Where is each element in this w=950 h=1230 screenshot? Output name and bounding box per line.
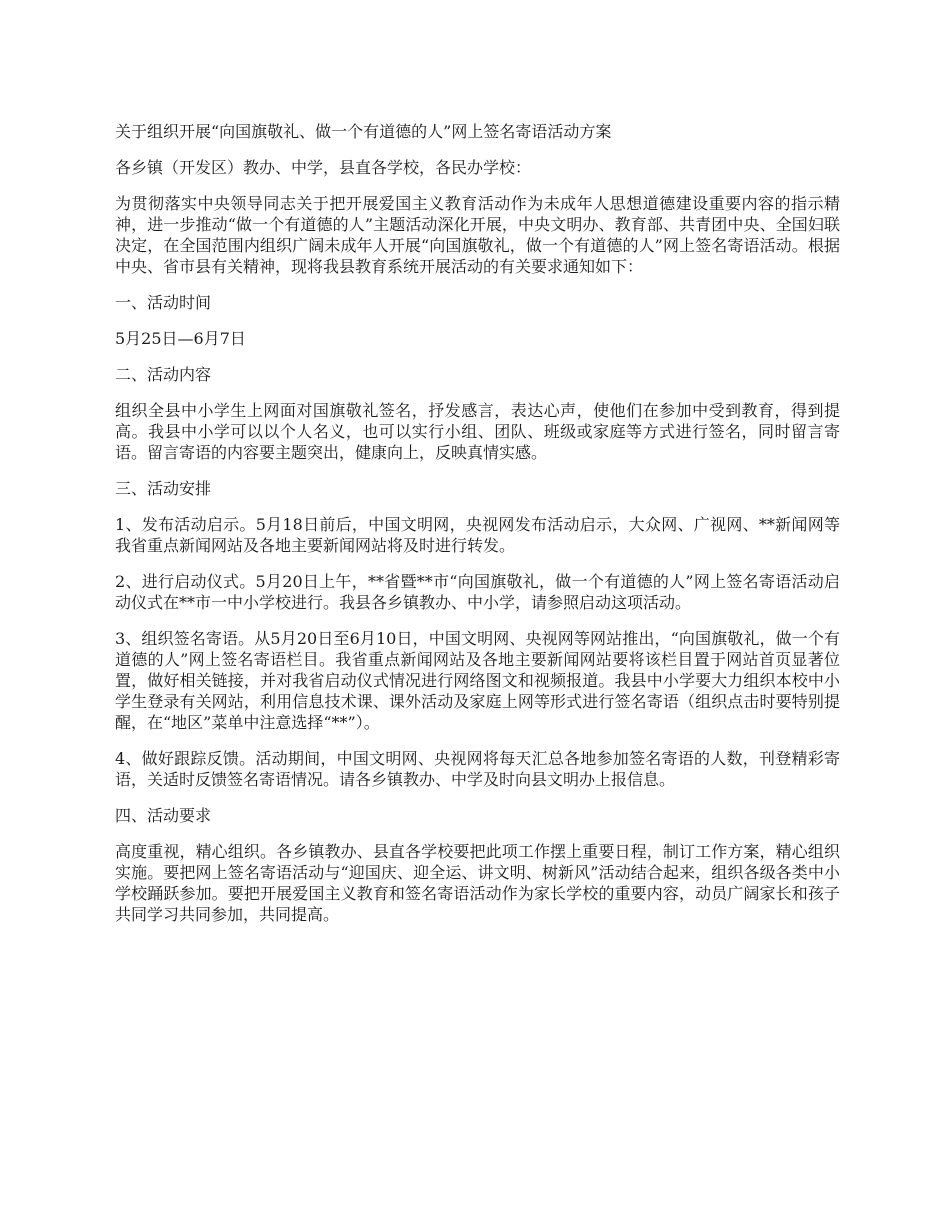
section-body-content: 组织全县中小学生上网面对国旗敬礼签名，抒发感言，表达心声，使他们在参加中受到教育，得到提高。我县中小学可以以个人名义，也可以实行小组、团队、班级或家庭等方式进行签名，同时留言寄语。留言寄语的内容要主题突出，健康向上，反映真情实感。 bbox=[115, 401, 840, 462]
section-heading-requirements: 四、活动要求 bbox=[115, 806, 212, 825]
document-title: 关于组织开展“向国旗敬礼、做一个有道德的人”网上签名寄语活动方案 bbox=[115, 122, 612, 141]
intro-paragraph: 为贯彻落实中央领导同志关于把开展爱国主义教育活动作为未成年人思想道德建设重要内容的指示精神，进一步推动“做一个有道德的人”主题活动深化开展，中央文明办、教育部、共青团中央、全国妇联决定，在全国范围内组织广阔未成年人开展“向国旗敬礼，做一个有道德的人”网上签名寄语活动。根据中央、省市县有关精神，现将我县教育系统开展活动的有关要求通知如下： bbox=[115, 194, 840, 276]
arrangement-item-1: 1、发布活动启示。5月18日前后，中国文明网，央视网发布活动启示，大众网、广视网、**新闻网等我省重点新闻网站及各地主要新闻网站将及时进行转发。 bbox=[115, 515, 840, 555]
arrangement-item-2: 2、进行启动仪式。5月20日上午，**省暨**市“向国旗敬礼，做一个有道德的人”网上签名寄语活动启动仪式在**市一中小学校进行。我县各乡镇教办、中小学，请参照启动这项活动。 bbox=[115, 572, 840, 612]
section-heading-arrangement: 三、活动安排 bbox=[115, 479, 212, 498]
arrangement-item-3: 3、组织签名寄语。从5月20日至6月10日，中国文明网、央视网等网站推出，“向国旗敬礼，做一个有道德的人”网上签名寄语栏目。我省重点新闻网站及各地主要新闻网站要将该栏目置于网站首页显著位置，做好相关链接，并对我省启动仪式情况进行网络图文和视频报道。我县中小学要大力组织本校中小学生登录有关网站，利用信息技术课、课外活动及家庭上网等形式进行签名寄语（组织点击时要特别提醒，在“地区”菜单中注意选择“**”）。 bbox=[115, 629, 840, 732]
arrangement-item-4: 4、做好跟踪反馈。活动期间，中国文明网、央视网将每天汇总各地参加签名寄语的人数，刊登精彩寄语，关适时反馈签名寄语情况。请各乡镇教办、中学及时向县文明办上报信息。 bbox=[115, 749, 840, 789]
section-body-time: 5月25日—6月7日 bbox=[115, 329, 246, 348]
addressee-line: 各乡镇（开发区）教办、中学，县直各学校，各民办学校： bbox=[115, 158, 532, 177]
section-body-requirements: 高度重视，精心组织。各乡镇教办、县直各学校要把此项工作摆上重要日程，制订工作方案，精心组织实施。要把网上签名寄语活动与“迎国庆、迎全运、讲文明、树新风”活动结合起来，组织各级各类中小学校踊跃参加。要把开展爱国主义教育和签名寄语活动作为家长学校的重要内容，动员广阔家长和孩子共同学习共同参加，共同提高。 bbox=[115, 842, 840, 924]
document-page bbox=[115, 121, 840, 940]
section-heading-time: 一、活动时间 bbox=[115, 293, 212, 312]
section-heading-content: 二、活动内容 bbox=[115, 365, 212, 384]
